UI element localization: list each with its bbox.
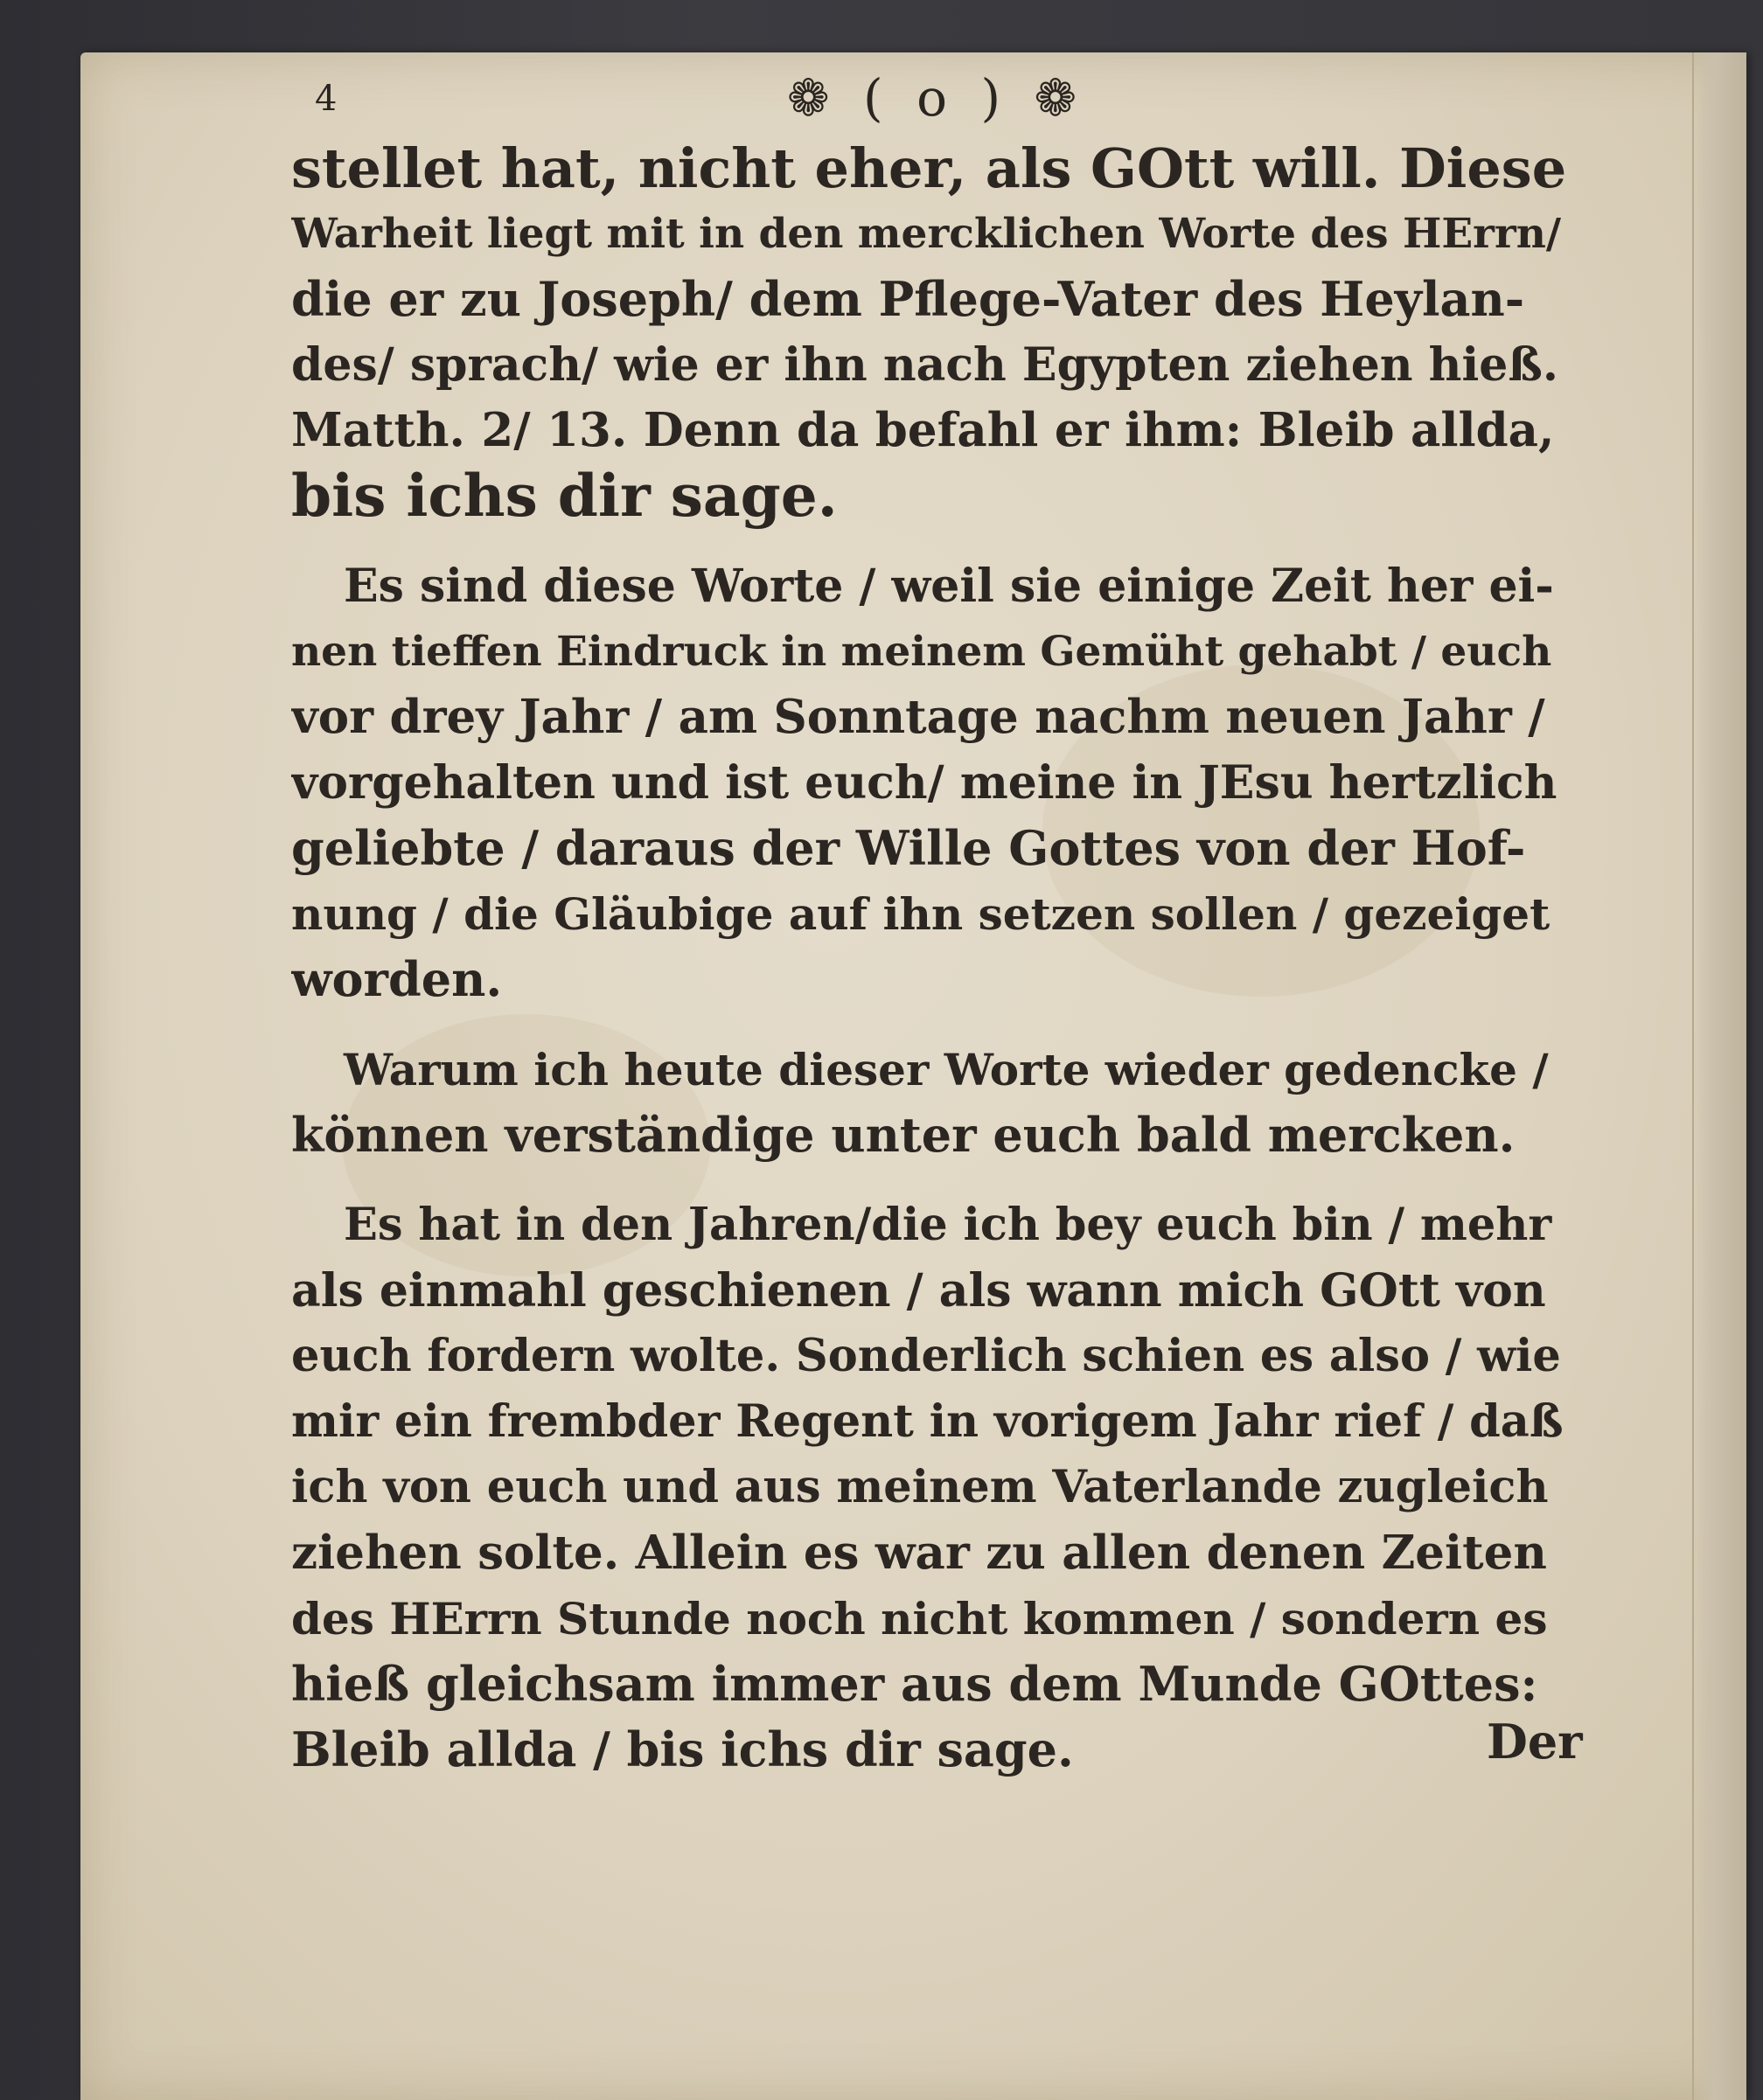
text-line: Es sind diese Worte / weil sie einige Zeit her ei- <box>344 560 1554 613</box>
text-line: Es hat in den Jahren/die ich bey euch bin / mehr <box>344 1199 1552 1251</box>
body-text <box>291 136 1568 1783</box>
text-line: des/ sprach/ wie er ihn nach Egypten ziehen hieß. <box>291 338 1558 392</box>
text-line: ich von euch und aus meinem Vaterlande zugleich <box>291 1461 1549 1513</box>
text-line: die er zu Joseph/ dem Pflege-Vater des Heylan- <box>291 271 1525 327</box>
text-line: euch fordern wolte. Sonderlich schien es also / wie <box>291 1330 1561 1382</box>
text-line: geliebte / daraus der Wille Gottes von der Hof- <box>291 820 1526 876</box>
text-line: des HErrn Stunde noch nicht kommen / sondern es <box>291 1593 1548 1645</box>
catchword: Der <box>1487 1714 1583 1770</box>
paragraph <box>291 553 1568 1012</box>
header-signature <box>787 68 1085 128</box>
text-line: ziehen solte. Allein es war zu allen denen Zeiten <box>291 1526 1547 1580</box>
text-line: stellet hat, nicht eher, als GOtt will. Diese <box>291 136 1567 200</box>
text-line: bis ichs dir sage. <box>291 463 838 529</box>
page-header <box>315 59 1189 129</box>
text-line: vor drey Jahr / am Sonntage nachm neuen Jahr / <box>291 690 1545 744</box>
text-line: Bleib allda / bis ichs dir sage. <box>291 1721 1074 1777</box>
ornament-left-icon: ❁ <box>787 68 839 128</box>
paragraph <box>291 1037 1568 1168</box>
text-line: können verständige unter euch bald mercken. <box>291 1107 1516 1163</box>
text-line: worden. <box>291 951 503 1007</box>
text-line: hieß gleichsam immer aus dem Munde GOttes: <box>291 1656 1538 1712</box>
paragraph <box>291 1193 1568 1783</box>
text-line: Warum ich heute dieser Worte wieder gedencke / <box>344 1044 1549 1095</box>
paragraph <box>291 136 1568 529</box>
header-center-text: ( o ) <box>863 68 1010 128</box>
text-line: Matth. 2/ 13. Denn da befahl er ihm: Bleib allda, <box>291 403 1555 457</box>
page-edge <box>1692 52 1746 2100</box>
text-line: mir ein frembder Regent in vorigem Jahr rief / daß <box>291 1395 1564 1448</box>
text-line: als einmahl geschienen / als wann mich GOtt von <box>291 1264 1546 1318</box>
text-line: nen tieffen Eindruck in meinem Gemüht gehabt / euch <box>291 628 1552 676</box>
text-line: nung / die Gläubige auf ihn setzen sollen / gezeiget <box>291 888 1550 940</box>
ornament-right-icon: ❁ <box>1034 68 1086 128</box>
text-line: vorgehalten und ist euch/ meine in JEsu hertzlich <box>291 756 1557 810</box>
page-number: 4 <box>315 79 338 119</box>
text-line: Warheit liegt mit in den mercklichen Worte des HErrn/ <box>291 210 1562 258</box>
